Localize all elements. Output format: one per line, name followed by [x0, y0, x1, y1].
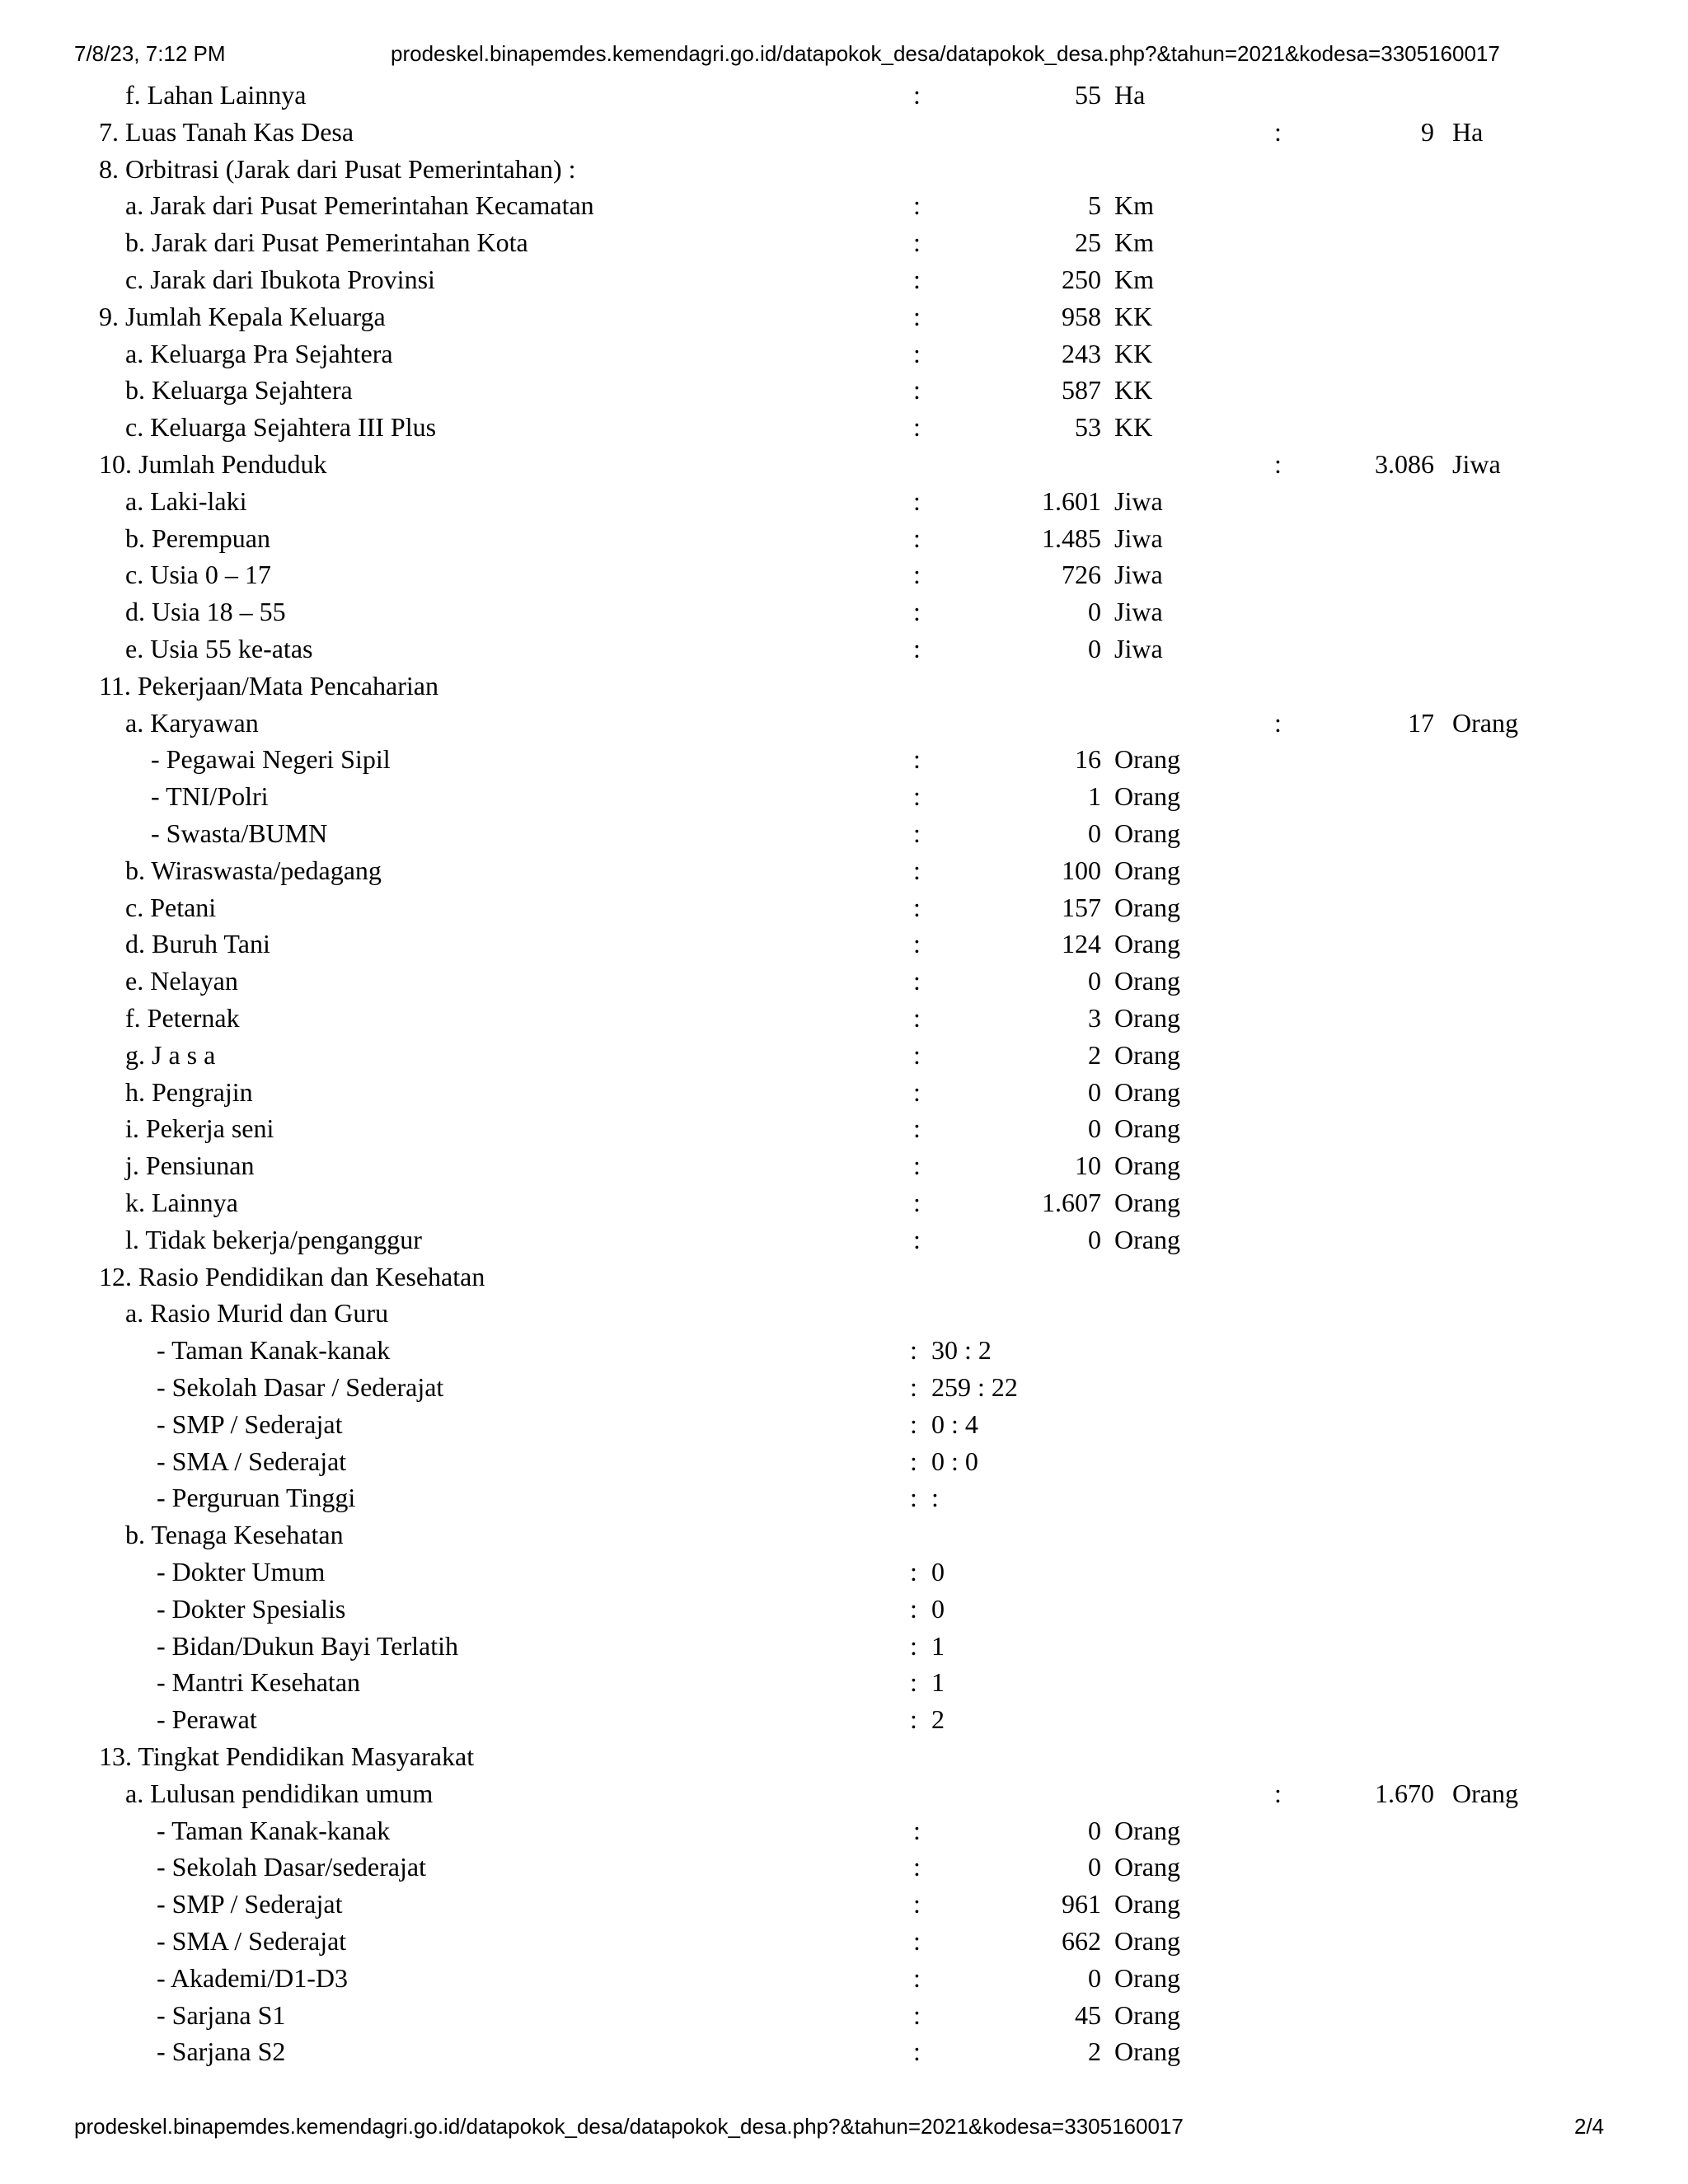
data-row	[0, 335, 1688, 373]
colon-separator: :	[910, 1483, 917, 1513]
row-label: - SMA / Sederajat	[157, 1926, 347, 1956]
row-label: c. Usia 0 – 17	[125, 560, 271, 590]
data-row	[0, 1479, 1688, 1516]
data-row	[0, 741, 1688, 778]
row-unit: Orang	[1114, 1224, 1180, 1254]
row-value: 0	[1088, 1076, 1101, 1107]
row-value: 961	[1062, 1889, 1101, 1919]
row-value: 0	[1088, 818, 1101, 848]
row-label: 13. Tingkat Pendidikan Masyarakat	[99, 1741, 475, 1771]
colon-separator: :	[913, 892, 921, 922]
data-row	[0, 1775, 1688, 1812]
colon-separator: :	[913, 338, 921, 368]
data-row	[0, 1110, 1688, 1147]
row-value: 10	[1075, 1151, 1101, 1181]
colon-separator: :	[910, 1667, 917, 1698]
row-value: 0	[1088, 1852, 1101, 1882]
row-value: 662	[1062, 1926, 1101, 1956]
data-row	[0, 852, 1688, 889]
data-row	[0, 815, 1688, 852]
row-label: 11. Pekerjaan/Mata Pencaharian	[99, 670, 438, 701]
row-label: b. Jarak dari Pusat Pemerintahan Kota	[125, 227, 528, 258]
row-unit: Orang	[1114, 1188, 1180, 1217]
row-value: 0 : 0	[931, 1446, 978, 1476]
row-label: a. Rasio Murid dan Guru	[125, 1298, 389, 1329]
row-label: c. Jarak dari Ibukota Provinsi	[125, 265, 435, 294]
row-unit: Orang	[1114, 2036, 1180, 2067]
row-value: 1.670	[1375, 1778, 1434, 1808]
colon-separator: :	[913, 818, 921, 848]
row-label: i. Pekerja seni	[125, 1113, 274, 1144]
row-value: 2	[1088, 1039, 1101, 1070]
colon-separator: :	[913, 634, 921, 663]
row-value: 0	[1088, 1224, 1101, 1254]
row-value: 157	[1062, 892, 1101, 922]
row-label: g. J a s a	[125, 1039, 216, 1070]
data-row	[0, 1443, 1688, 1480]
row-value: 0	[1088, 1962, 1101, 1993]
row-value: 25	[1075, 227, 1101, 258]
row-value: 0	[931, 1557, 945, 1586]
data-row	[0, 2033, 1688, 2070]
row-value: 1	[931, 1667, 945, 1698]
row-label: a. Laki-laki	[125, 485, 247, 516]
row-value: 1	[931, 1630, 945, 1661]
row-unit: Orang	[1114, 1113, 1180, 1144]
data-row	[0, 1923, 1688, 1960]
row-value: 0	[931, 1593, 945, 1624]
row-value: :	[931, 1483, 939, 1513]
data-row	[0, 1258, 1688, 1296]
row-label: - Perguruan Tinggi	[157, 1483, 356, 1513]
data-row	[0, 1516, 1688, 1554]
colon-separator: :	[1274, 707, 1282, 738]
data-row	[0, 1628, 1688, 1665]
row-unit: Orang	[1114, 818, 1180, 848]
row-label: - Taman Kanak-kanak	[157, 1815, 391, 1845]
row-unit: Jiwa	[1114, 485, 1163, 516]
row-unit: Orang	[1114, 892, 1180, 922]
row-label: - Sekolah Dasar / Sederajat	[157, 1372, 444, 1402]
data-row	[0, 1295, 1688, 1332]
row-value: 45	[1075, 1999, 1101, 2030]
row-label: b. Perempuan	[125, 523, 270, 553]
row-unit: KK	[1114, 301, 1153, 331]
row-value: 124	[1062, 929, 1101, 959]
row-label: a. Karyawan	[125, 707, 259, 738]
colon-separator: :	[913, 80, 921, 110]
data-row	[0, 1591, 1688, 1628]
colon-separator: :	[910, 1408, 917, 1439]
row-label: 10. Jumlah Penduduk	[99, 449, 327, 479]
row-value: 53	[1075, 412, 1101, 443]
row-unit: Ha	[1114, 80, 1146, 110]
row-value: 250	[1062, 265, 1101, 294]
data-row	[0, 1074, 1688, 1111]
row-value: 243	[1062, 338, 1101, 368]
data-row	[0, 1960, 1688, 1997]
row-label: 7. Luas Tanah Kas Desa	[99, 116, 354, 147]
colon-separator: :	[1274, 449, 1282, 479]
data-row	[0, 1184, 1688, 1221]
data-row	[0, 778, 1688, 815]
colon-separator: :	[913, 1113, 921, 1144]
row-value: 2	[931, 1704, 945, 1735]
row-unit: Orang	[1114, 1815, 1180, 1845]
data-row	[0, 630, 1688, 668]
row-label: - Pegawai Negeri Sipil	[151, 744, 391, 775]
row-label: 8. Orbitrasi (Jarak dari Pusat Pemerintahan) :	[99, 153, 576, 184]
row-label: - Akademi/D1-D3	[157, 1962, 348, 1993]
row-value: 0	[1088, 1113, 1101, 1144]
row-label: - TNI/Polri	[151, 781, 269, 812]
row-label: - Taman Kanak-kanak	[157, 1335, 391, 1366]
row-unit: Jiwa	[1114, 634, 1163, 663]
row-unit: Orang	[1114, 1999, 1180, 2030]
row-label: a. Keluarga Pra Sejahtera	[125, 338, 393, 368]
row-value: 16	[1075, 744, 1101, 775]
colon-separator: :	[910, 1446, 917, 1476]
row-label: - SMA / Sederajat	[157, 1446, 347, 1476]
colon-separator: :	[910, 1593, 917, 1624]
print-footer-url: prodeskel.binapemdes.kemendagri.go.id/datapokok_desa/datapokok_desa.php?&tahun=2021&kodesa=3305160017	[74, 2114, 1184, 2139]
colon-separator: :	[913, 855, 921, 885]
row-unit: Orang	[1114, 1039, 1180, 1070]
data-row	[0, 446, 1688, 483]
colon-separator: :	[913, 301, 921, 331]
row-unit: Km	[1114, 190, 1154, 221]
row-unit: Orang	[1452, 1778, 1518, 1808]
data-row	[0, 372, 1688, 409]
row-unit: Orang	[1114, 1003, 1180, 1033]
data-row	[0, 151, 1688, 188]
row-label: - SMP / Sederajat	[157, 1408, 343, 1439]
print-header-url: prodeskel.binapemdes.kemendagri.go.id/datapokok_desa/datapokok_desa.php?&tahun=2021&kodesa=3305160017	[391, 41, 1500, 66]
data-row	[0, 1369, 1688, 1406]
data-row	[0, 77, 1688, 114]
colon-separator: :	[910, 1372, 917, 1402]
row-label: e. Nelayan	[125, 966, 238, 996]
data-row	[0, 963, 1688, 1000]
colon-separator: :	[913, 781, 921, 812]
data-row	[0, 1701, 1688, 1738]
row-label: - Bidan/Dukun Bayi Terlatih	[157, 1630, 458, 1661]
row-unit: Jiwa	[1114, 560, 1163, 590]
colon-separator: :	[913, 597, 921, 627]
row-value: 0	[1088, 634, 1101, 663]
row-label: l. Tidak bekerja/penganggur	[125, 1224, 422, 1254]
row-label: e. Usia 55 ke-atas	[125, 634, 313, 663]
row-label: - Perawat	[157, 1704, 257, 1735]
row-value: 3.086	[1375, 449, 1434, 479]
colon-separator: :	[1274, 1778, 1282, 1808]
row-unit: Km	[1114, 227, 1154, 258]
data-row	[0, 1332, 1688, 1369]
row-label: b. Wiraswasta/pedagang	[125, 855, 382, 885]
row-unit: Orang	[1452, 707, 1518, 738]
colon-separator: :	[913, 1188, 921, 1217]
row-value: 1.485	[1042, 523, 1101, 553]
row-unit: Jiwa	[1114, 523, 1163, 553]
data-row	[0, 1738, 1688, 1775]
row-value: 0	[1088, 966, 1101, 996]
data-row	[0, 705, 1688, 742]
data-row	[0, 1406, 1688, 1443]
data-row	[0, 224, 1688, 261]
row-label: - Mantri Kesehatan	[157, 1667, 361, 1698]
data-row	[0, 1147, 1688, 1184]
row-unit: Orang	[1114, 1926, 1180, 1956]
row-value: 1.601	[1042, 485, 1101, 516]
row-value: 0	[1088, 597, 1101, 627]
colon-separator: :	[913, 1999, 921, 2030]
colon-separator: :	[913, 1926, 921, 1956]
row-label: - SMP / Sederajat	[157, 1889, 343, 1919]
row-unit: Orang	[1114, 1889, 1180, 1919]
row-label: d. Usia 18 – 55	[125, 597, 286, 627]
row-label: f. Lahan Lainnya	[125, 80, 307, 110]
data-row	[0, 187, 1688, 224]
row-unit: Orang	[1114, 1151, 1180, 1181]
colon-separator: :	[913, 560, 921, 590]
row-value: 0 : 4	[931, 1408, 978, 1439]
data-row	[0, 1000, 1688, 1037]
colon-separator: :	[913, 1889, 921, 1919]
row-value: 0	[1088, 1815, 1101, 1845]
colon-separator: :	[913, 966, 921, 996]
row-value: 958	[1062, 301, 1101, 331]
row-value: 2	[1088, 2036, 1101, 2067]
data-row	[0, 261, 1688, 298]
colon-separator: :	[910, 1335, 917, 1366]
colon-separator: :	[913, 744, 921, 775]
colon-separator: :	[913, 375, 921, 405]
row-label: - Dokter Umum	[157, 1557, 326, 1586]
data-row	[0, 114, 1688, 151]
row-label: b. Keluarga Sejahtera	[125, 375, 353, 405]
row-label: b. Tenaga Kesehatan	[125, 1520, 344, 1550]
data-row	[0, 889, 1688, 926]
data-row	[0, 668, 1688, 705]
row-unit: Orang	[1114, 855, 1180, 885]
row-unit: Orang	[1114, 1076, 1180, 1107]
row-unit: Jiwa	[1114, 597, 1163, 627]
row-label: h. Pengrajin	[125, 1076, 253, 1107]
row-value: 5	[1088, 190, 1101, 221]
row-value: 3	[1088, 1003, 1101, 1033]
data-row	[0, 483, 1688, 520]
colon-separator: :	[913, 265, 921, 294]
data-row	[0, 1221, 1688, 1258]
data-row	[0, 1997, 1688, 2034]
data-row	[0, 593, 1688, 630]
data-row	[0, 1554, 1688, 1591]
data-row	[0, 520, 1688, 557]
colon-separator: :	[913, 1815, 921, 1845]
colon-separator: :	[913, 2036, 921, 2067]
row-label: f. Peternak	[125, 1003, 240, 1033]
row-value: 1	[1088, 781, 1101, 812]
colon-separator: :	[910, 1557, 917, 1586]
page-number: 2/4	[1574, 2114, 1605, 2139]
row-label: 9. Jumlah Kepala Keluarga	[99, 301, 386, 331]
row-value: 17	[1408, 707, 1434, 738]
row-value: 259 : 22	[931, 1372, 1018, 1402]
data-row	[0, 1037, 1688, 1074]
data-row	[0, 1849, 1688, 1886]
data-row	[0, 1664, 1688, 1701]
row-label: - Swasta/BUMN	[151, 818, 328, 848]
colon-separator: :	[913, 523, 921, 553]
row-value: 9	[1421, 116, 1434, 147]
row-value: 100	[1062, 855, 1101, 885]
row-unit: Orang	[1114, 1852, 1180, 1882]
row-label: a. Jarak dari Pusat Pemerintahan Kecamatan	[125, 190, 594, 221]
colon-separator: :	[910, 1630, 917, 1661]
data-row	[0, 409, 1688, 446]
colon-separator: :	[913, 412, 921, 443]
row-unit: KK	[1114, 412, 1153, 443]
row-unit: Orang	[1114, 781, 1180, 812]
colon-separator: :	[913, 1003, 921, 1033]
row-unit: Jiwa	[1452, 449, 1501, 479]
colon-separator: :	[910, 1704, 917, 1735]
print-datetime: 7/8/23, 7:12 PM	[74, 41, 226, 66]
data-row	[0, 1886, 1688, 1923]
row-unit: Orang	[1114, 966, 1180, 996]
row-unit: KK	[1114, 375, 1153, 405]
colon-separator: :	[1274, 116, 1282, 147]
colon-separator: :	[913, 485, 921, 516]
row-label: - Sarjana S1	[157, 1999, 286, 2030]
colon-separator: :	[913, 929, 921, 959]
data-row	[0, 556, 1688, 593]
data-row	[0, 1812, 1688, 1849]
row-label: - Sarjana S2	[157, 2036, 286, 2067]
row-value: 587	[1062, 375, 1101, 405]
row-unit: Orang	[1114, 929, 1180, 959]
row-unit: Orang	[1114, 744, 1180, 775]
colon-separator: :	[913, 1151, 921, 1181]
colon-separator: :	[913, 227, 921, 258]
row-unit: Ha	[1452, 116, 1484, 147]
data-row	[0, 926, 1688, 963]
row-label: c. Petani	[125, 892, 217, 922]
row-unit: KK	[1114, 338, 1153, 368]
colon-separator: :	[913, 1039, 921, 1070]
colon-separator: :	[913, 190, 921, 221]
row-label: 12. Rasio Pendidikan dan Kesehatan	[99, 1261, 485, 1291]
row-value: 30 : 2	[931, 1335, 992, 1366]
colon-separator: :	[913, 1852, 921, 1882]
data-row	[0, 298, 1688, 335]
row-label: - Dokter Spesialis	[157, 1593, 346, 1624]
row-value: 55	[1075, 80, 1101, 110]
row-label: d. Buruh Tani	[125, 929, 270, 959]
row-label: c. Keluarga Sejahtera III Plus	[125, 412, 437, 443]
colon-separator: :	[913, 1224, 921, 1254]
row-unit: Km	[1114, 265, 1154, 294]
colon-separator: :	[913, 1962, 921, 1993]
row-label: - Sekolah Dasar/sederajat	[157, 1852, 426, 1882]
row-label: k. Lainnya	[125, 1188, 238, 1217]
colon-separator: :	[913, 1076, 921, 1107]
row-value: 1.607	[1042, 1188, 1101, 1217]
row-label: a. Lulusan pendidikan umum	[125, 1778, 434, 1808]
row-label: j. Pensiunan	[125, 1151, 255, 1181]
row-unit: Orang	[1114, 1962, 1180, 1993]
row-value: 726	[1062, 560, 1101, 590]
